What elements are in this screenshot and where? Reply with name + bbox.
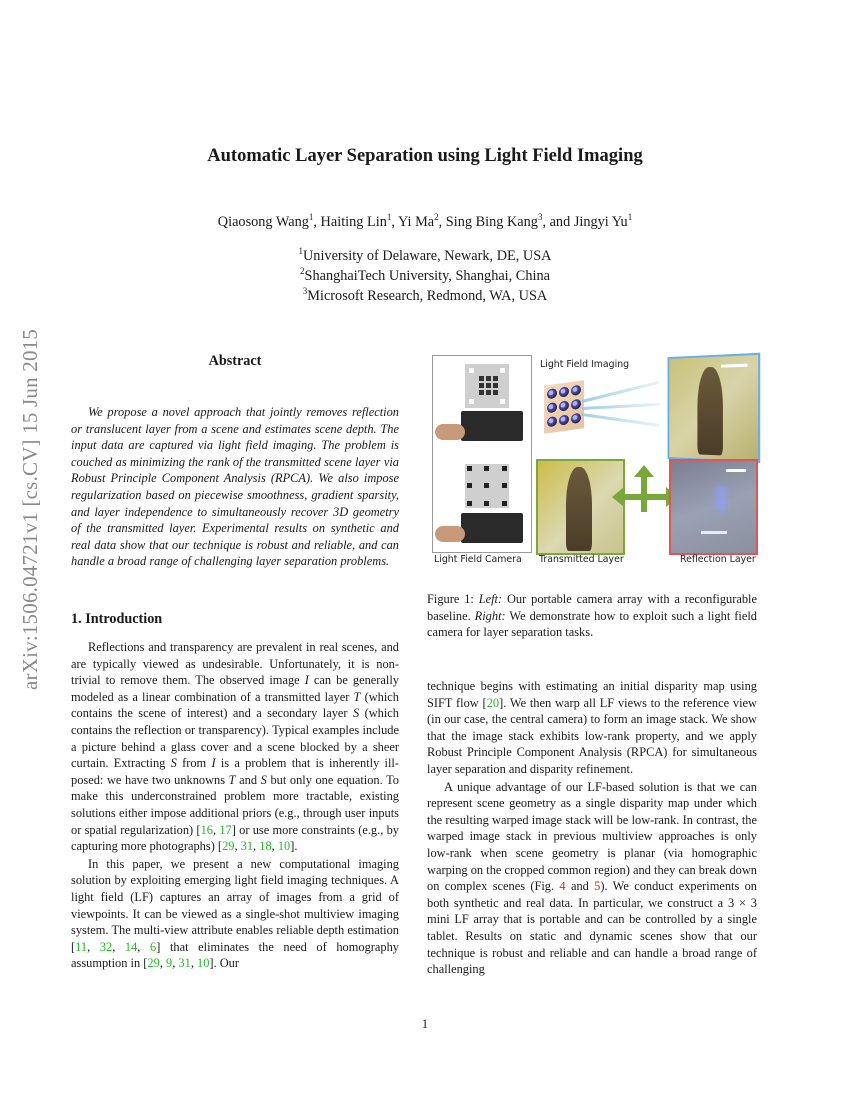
- affiliation: [0, 286, 850, 306]
- figure-1-caption: [427, 591, 757, 641]
- intro-paragraph-1: [71, 639, 399, 855]
- author-name: Haiting Lin: [320, 214, 387, 230]
- math-symbol: T: [353, 689, 361, 704]
- text-run: ). We conduct experiments on both synthetic and real data. In particular, we construct a 3 × 3 mini LF array that is portable and can be controlled by a single tablet. Results on static and dynamic scenes show that our technique is robust and reliable and can handle a broad range of challenging: [427, 879, 757, 977]
- text-run: A unique advantage of our LF-based solution is that we can represent scene geometry as a single disparity map under which the resulting warped image stack will be low-rank. In contrast, the warped image stack in previous multiview approaches is only low-rank when scene geometry is planar (via homographic warping on the cropped common region) and they can break down on complex scenes (Fig.: [427, 779, 757, 894]
- author-name: Yi Ma: [397, 214, 435, 230]
- citation-link[interactable]: 11: [75, 939, 88, 954]
- figure-ref-link[interactable]: 4: [559, 879, 566, 894]
- camera-rig-top: [461, 411, 523, 441]
- label-light-field-imaging: Light Field Imaging: [540, 359, 630, 370]
- citation-link[interactable]: 6: [150, 939, 157, 954]
- text-run: ,: [271, 839, 278, 854]
- affiliation: [0, 266, 850, 286]
- text-run: from: [176, 756, 212, 771]
- text-run: In this paper, we present a new computational imaging solution by exploiting emerging light field imaging techniques. A light field (LF) captures an array of images from a grid of viewpoints. It can be viewed as a single-shot multiview imaging system. The multi-view attribute enables reliable depth estimation [: [71, 856, 399, 954]
- text-run: but only one equation. To make this underconstrained problem more tractable, existing solutions either impose additional priors (e.g., through user inputs or spatial regularization) [: [71, 772, 399, 837]
- text-run: Reflections and transparency are prevalent in real scenes, and are typically viewed as undesirable. Unfortunately, it is non-trivial to remove them. The observed image: [71, 640, 399, 688]
- caption-prefix: Figure 1:: [427, 592, 479, 606]
- affiliation-number: 1: [298, 246, 303, 257]
- intro-left-column: [71, 639, 399, 972]
- input-light-field-image: [668, 353, 761, 464]
- affiliation-text: ShanghaiTech University, Shanghai, China: [304, 268, 550, 284]
- author-list: [0, 214, 850, 231]
- text-run: ,: [87, 939, 100, 954]
- arrow-left-head: [612, 487, 624, 507]
- text-run: ] that eliminates the need of homography assumption in [: [71, 939, 399, 971]
- citation-link[interactable]: 10: [277, 839, 291, 854]
- citation-link[interactable]: 16: [200, 822, 213, 837]
- intro-paragraph-4: [427, 779, 757, 978]
- text-run: ,: [172, 956, 179, 971]
- figure-ref-link[interactable]: 5: [594, 879, 601, 894]
- citation-link[interactable]: 17: [219, 822, 232, 837]
- text-run: ,: [212, 822, 220, 837]
- intro-paragraph-2: [71, 856, 399, 972]
- affiliation-number: 3: [302, 286, 308, 297]
- text-run: and: [235, 772, 261, 787]
- lens-array-icon: [544, 380, 584, 434]
- math-symbol: T: [228, 772, 236, 787]
- citation-link[interactable]: 31: [178, 956, 191, 971]
- light-beam: [582, 381, 660, 403]
- camera-rig-bottom: [461, 513, 523, 543]
- text-run: ].: [290, 839, 298, 854]
- affiliation: [0, 246, 850, 266]
- affiliation-number: 2: [300, 266, 305, 277]
- author-name: Sing Bing Kang: [445, 214, 538, 230]
- section-heading-introduction: 1. Introduction: [71, 611, 163, 627]
- author-separator: , and: [542, 214, 574, 230]
- arrow-left-right-icon: [621, 494, 667, 500]
- citation-link[interactable]: 29: [147, 956, 160, 971]
- math-symbol: S: [170, 756, 177, 771]
- author-name: Jingyi Yu: [573, 214, 628, 230]
- math-symbol: S: [352, 706, 360, 721]
- math-symbol: I: [211, 756, 216, 771]
- citation-link[interactable]: 29: [222, 839, 235, 854]
- paper-title: Automatic Layer Separation using Light Field Imaging: [207, 146, 643, 166]
- text-run: ,: [159, 956, 167, 971]
- arrow-up-head: [634, 465, 654, 477]
- citation-link[interactable]: 14: [124, 939, 138, 954]
- author-separator: ,: [391, 214, 398, 230]
- intro-paragraph-3: [427, 678, 757, 778]
- affiliation-marker: 1: [308, 212, 314, 223]
- arxiv-identifier-stamp: arXiv:1506.04721v1 [cs.CV] 15 Jun 2015: [18, 328, 42, 690]
- text-run: ,: [112, 939, 125, 954]
- text-run: (which contains the reflection or transparency). Typical examples include a picture behind a glass cover and a scene blocked by a sheer curtain. Extracting: [71, 706, 399, 771]
- affiliation-marker: 1: [386, 212, 392, 223]
- text-run: ] or use more constraints (e.g., by capturing more photographs) [: [71, 822, 399, 854]
- citation-link[interactable]: 9: [166, 956, 173, 971]
- text-run: and: [565, 879, 595, 894]
- text-run: ,: [190, 956, 198, 971]
- text-run: ]. Our: [209, 956, 239, 971]
- affiliation-marker: 3: [537, 212, 543, 223]
- text-run: ,: [137, 939, 151, 954]
- affiliation-text: University of Delaware, Newark, DE, USA: [302, 248, 552, 264]
- text-run: can be generally modeled as a linear combination of a transmitted layer: [71, 673, 400, 704]
- math-symbol: S: [260, 772, 267, 787]
- citation-link[interactable]: 20: [486, 695, 500, 710]
- text-run: ]. We then warp all LF views to the reference view (in our case, the central camera) to form an image stack. We show that the image stack exhibits low-rank property, and we apply Robust Principle Component Analysis (RPCA) for simultaneous layer separation and disparity refinement.: [427, 695, 757, 776]
- affiliation-text: Microsoft Research, Redmond, WA, USA: [307, 288, 548, 304]
- affiliation-marker: 2: [434, 212, 439, 223]
- transmitted-layer-image: [536, 459, 625, 555]
- citation-link[interactable]: 18: [259, 839, 272, 854]
- figure-1: [432, 355, 762, 570]
- camera-array-board-top: [465, 364, 509, 408]
- label-light-field-camera: Light Field Camera: [434, 554, 522, 565]
- caption-right-label: Right:: [474, 608, 506, 623]
- math-symbol: I: [304, 673, 309, 688]
- text-run: ,: [234, 839, 241, 854]
- author-name: Qiaosong Wang: [217, 214, 309, 230]
- label-reflection-layer: Reflection Layer: [680, 554, 756, 565]
- citation-link[interactable]: 10: [197, 956, 210, 971]
- text-run: is a problem that is inherently ill-posed: we have two unknowns: [71, 756, 399, 787]
- text-run: ,: [253, 839, 260, 854]
- caption-left-text: Our portable camera array with a reconfigurable baseline.: [427, 592, 757, 623]
- camera-array-board-bottom: [465, 464, 509, 508]
- caption-left-label: Left:: [478, 592, 503, 606]
- text-run: (which contains the scene of interest) and a secondary layer: [71, 689, 400, 721]
- hand-top: [435, 424, 465, 440]
- author-separator: ,: [438, 214, 446, 230]
- text-run: technique begins with estimating an initial disparity map using SIFT flow [: [427, 679, 757, 710]
- intro-right-column: [427, 678, 757, 978]
- author-separator: ,: [313, 214, 321, 230]
- hand-bottom: [435, 526, 465, 542]
- affiliation-list: [0, 246, 850, 306]
- citation-link[interactable]: 32: [99, 939, 113, 954]
- light-field-camera-panel: [432, 355, 532, 553]
- reflection-layer-image: [669, 459, 758, 555]
- citation-link[interactable]: 31: [240, 839, 254, 854]
- abstract-body: [71, 404, 399, 570]
- light-beam: [582, 413, 660, 427]
- light-beam: [582, 403, 660, 410]
- caption-right-text: We demonstrate how to exploit such a light field camera for layer separation tasks.: [427, 608, 757, 640]
- page-number: 1: [421, 1017, 429, 1031]
- affiliation-marker: 1: [627, 212, 633, 223]
- abstract-heading: Abstract: [208, 353, 262, 369]
- abstract-paragraph: We propose a novel approach that jointly removes reflection or translucent layer from a scene and estimates scene depth. The input data are captured via light field imaging. The problem is couched as minimizing the rank of the transmitted scene layer via Robust Principle Component Analysis (RPCA). We also impose regularization based on piecewise smoothness, gradient sparsity, and layer independence to simultaneously recover 3D geometry of the transmitted layer. Experimental results on synthetic and real data show that our technique is robust and reliable, and can handle a broad range of challenging layer separation problems.: [71, 405, 399, 569]
- label-transmitted-layer: Transmitted Layer: [539, 554, 624, 565]
